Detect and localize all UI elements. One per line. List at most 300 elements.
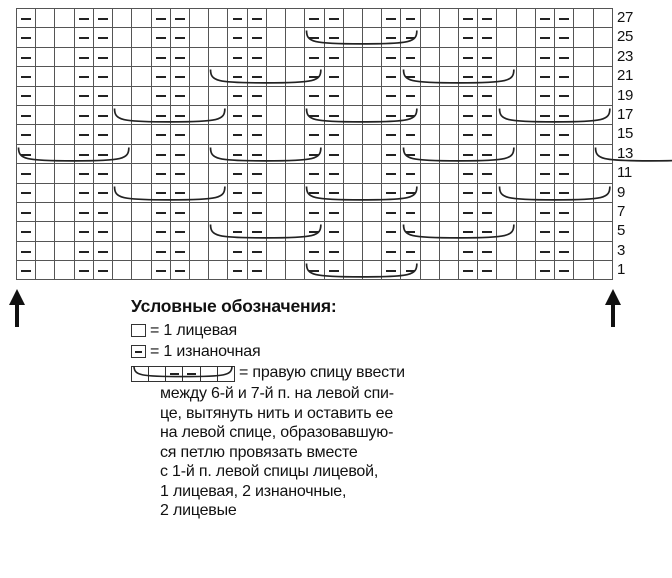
purl-cell <box>247 261 266 280</box>
purl-cell <box>151 67 170 86</box>
purl-cell <box>535 183 554 202</box>
knit-cell <box>362 183 381 202</box>
knit-cell <box>516 241 535 260</box>
purl-cell <box>228 47 247 66</box>
knit-cell <box>343 47 362 66</box>
purl-cell <box>247 9 266 28</box>
knit-cell <box>286 241 305 260</box>
purl-cell <box>459 164 478 183</box>
row-number: 27 <box>617 9 634 26</box>
purl-cell <box>401 9 420 28</box>
purl-cell <box>151 125 170 144</box>
knit-cell <box>209 125 228 144</box>
purl-cell <box>170 47 189 66</box>
knit-cell <box>362 144 381 163</box>
knit-cell <box>439 261 458 280</box>
purl-cell <box>170 241 189 260</box>
purl-cell <box>478 222 497 241</box>
knit-cell <box>209 67 228 86</box>
knit-cell <box>593 67 612 86</box>
knit-cell <box>516 86 535 105</box>
knit-cell <box>439 144 458 163</box>
knit-cell <box>266 125 285 144</box>
purl-cell <box>305 241 324 260</box>
purl-cell <box>555 164 574 183</box>
purl-cell <box>305 164 324 183</box>
purl-cell <box>324 9 343 28</box>
knit-cell <box>420 202 439 221</box>
purl-cell <box>228 105 247 124</box>
purl-cell <box>305 183 324 202</box>
purl-cell <box>247 105 266 124</box>
row-number: 7 <box>617 203 626 220</box>
purl-cell <box>478 164 497 183</box>
knit-cell <box>593 86 612 105</box>
purl-cell <box>305 222 324 241</box>
knit-cell <box>574 47 593 66</box>
purl-cell <box>151 47 170 66</box>
purl-cell <box>324 202 343 221</box>
knit-cell <box>574 67 593 86</box>
knit-cell <box>113 28 132 47</box>
knit-cell <box>286 164 305 183</box>
knit-cell <box>266 105 285 124</box>
purl-cell <box>382 241 401 260</box>
knit-cell <box>55 9 74 28</box>
knit-cell <box>209 202 228 221</box>
purl-cell <box>74 222 93 241</box>
knit-cell <box>266 144 285 163</box>
knit-cell <box>516 9 535 28</box>
purl-cell <box>17 67 36 86</box>
purl-cell <box>17 86 36 105</box>
purl-cell <box>382 164 401 183</box>
knit-cell <box>420 183 439 202</box>
purl-cell <box>228 261 247 280</box>
purl-cell <box>459 28 478 47</box>
purl-cell <box>535 28 554 47</box>
stitch-grid-table <box>16 8 613 280</box>
knit-cell <box>574 183 593 202</box>
knit-cell <box>420 125 439 144</box>
purl-cell <box>478 144 497 163</box>
knit-cell <box>55 86 74 105</box>
purl-cell <box>535 261 554 280</box>
knit-cell <box>55 144 74 163</box>
purl-cell <box>170 125 189 144</box>
purl-cell <box>228 144 247 163</box>
purl-cell <box>401 261 420 280</box>
purl-cell <box>382 67 401 86</box>
purl-cell <box>74 67 93 86</box>
knit-cell <box>132 86 151 105</box>
purl-cell <box>555 9 574 28</box>
knit-cell <box>55 125 74 144</box>
knit-cell <box>286 183 305 202</box>
knit-cell <box>420 144 439 163</box>
purl-cell <box>555 261 574 280</box>
legend-entry-purl <box>131 342 531 361</box>
knit-cell <box>420 28 439 47</box>
knit-cell <box>574 164 593 183</box>
purl-cell <box>74 241 93 260</box>
legend-title: Условные обозначения: <box>131 296 337 316</box>
purl-cell <box>74 105 93 124</box>
knit-cell <box>132 9 151 28</box>
knit-cell <box>439 183 458 202</box>
purl-cell <box>535 164 554 183</box>
purl-cell <box>555 202 574 221</box>
knit-cell <box>132 105 151 124</box>
purl-cell <box>247 241 266 260</box>
knit-cell <box>286 202 305 221</box>
purl-cell <box>459 241 478 260</box>
purl-cell <box>459 202 478 221</box>
knit-cell <box>593 222 612 241</box>
purl-cell <box>305 105 324 124</box>
knit-cell <box>574 222 593 241</box>
knit-cell <box>497 164 516 183</box>
knit-cell <box>36 86 55 105</box>
knit-cell <box>574 125 593 144</box>
knit-cell <box>497 144 516 163</box>
legend-description <box>131 384 531 521</box>
knit-cell <box>286 144 305 163</box>
purl-cell <box>74 9 93 28</box>
purl-cell <box>247 86 266 105</box>
purl-cell <box>305 144 324 163</box>
purl-cell <box>228 9 247 28</box>
knit-cell <box>439 9 458 28</box>
purl-cell <box>401 222 420 241</box>
knit-cell <box>132 222 151 241</box>
knit-cell <box>362 241 381 260</box>
chart-row <box>17 144 613 163</box>
knit-cell <box>497 241 516 260</box>
purl-cell <box>151 86 170 105</box>
purl-cell <box>555 28 574 47</box>
purl-cell <box>305 28 324 47</box>
knit-cell <box>36 164 55 183</box>
purl-cell <box>535 144 554 163</box>
purl-cell <box>305 47 324 66</box>
purl-cell <box>324 144 343 163</box>
purl-cell <box>170 28 189 47</box>
knit-cell <box>36 183 55 202</box>
purl-cell <box>382 222 401 241</box>
knit-cell <box>132 241 151 260</box>
legend-entry-knit <box>131 321 531 340</box>
purl-cell <box>228 28 247 47</box>
purl-cell <box>151 105 170 124</box>
legend-description-line: на левой спице, образовавшую- <box>160 424 394 441</box>
knit-cell <box>266 222 285 241</box>
purl-cell <box>93 183 112 202</box>
knit-cell <box>132 47 151 66</box>
repeat-end-arrow <box>602 288 624 328</box>
purl-cell <box>170 67 189 86</box>
purl-cell <box>478 9 497 28</box>
knit-cell <box>55 241 74 260</box>
knit-cell <box>497 183 516 202</box>
purl-cell <box>17 261 36 280</box>
knit-cell <box>574 9 593 28</box>
row-number: 3 <box>617 241 626 259</box>
purl-cell <box>93 222 112 241</box>
purl-cell <box>74 86 93 105</box>
legend-description-line: 2 лицевые <box>160 502 237 519</box>
purl-cell <box>535 47 554 66</box>
purl-cell <box>93 105 112 124</box>
knit-cell <box>113 261 132 280</box>
knit-cell <box>266 202 285 221</box>
knit-cell <box>189 144 208 163</box>
stitch-grid <box>16 8 613 280</box>
purl-cell <box>305 67 324 86</box>
knit-cell <box>516 67 535 86</box>
knit-cell <box>113 183 132 202</box>
row-number: 15 <box>617 125 634 143</box>
purl-cell <box>382 47 401 66</box>
knit-cell <box>113 9 132 28</box>
row-number: 1 <box>617 261 626 279</box>
knit-cell <box>343 261 362 280</box>
purl-cell <box>93 164 112 183</box>
knit-cell <box>343 9 362 28</box>
purl-cell <box>535 86 554 105</box>
knit-cell <box>420 261 439 280</box>
purl-cell <box>555 125 574 144</box>
row-number: 21 <box>617 67 634 85</box>
knit-cell <box>343 86 362 105</box>
knit-cell <box>420 105 439 124</box>
knit-cell <box>362 86 381 105</box>
purl-cell <box>459 125 478 144</box>
knit-cell <box>36 144 55 163</box>
purl-cell <box>74 261 93 280</box>
knit-cell <box>286 9 305 28</box>
knit-cell <box>439 86 458 105</box>
purl-cell <box>382 144 401 163</box>
knit-cell <box>209 261 228 280</box>
knit-cell <box>516 202 535 221</box>
row-number: 25 <box>617 28 634 46</box>
legend-description-line: 1 лицевая, 2 изнаночные, <box>160 482 347 500</box>
purl-cell <box>382 261 401 280</box>
purl-cell <box>170 86 189 105</box>
chart-row <box>17 125 613 144</box>
knit-cell <box>266 241 285 260</box>
purl-cell <box>382 9 401 28</box>
knit-cell <box>189 183 208 202</box>
knit-cell <box>420 241 439 260</box>
purl-cell <box>17 105 36 124</box>
purl-cell <box>324 183 343 202</box>
knit-cell <box>593 164 612 183</box>
purl-cell <box>74 164 93 183</box>
knit-cell <box>113 105 132 124</box>
knit-cell <box>497 67 516 86</box>
purl-cell <box>401 67 420 86</box>
purl-cell <box>74 202 93 221</box>
knit-cell <box>362 105 381 124</box>
chart-row <box>17 86 613 105</box>
knit-cell <box>516 164 535 183</box>
drop-stitch-cluster-icon <box>131 363 235 381</box>
knit-cell <box>497 261 516 280</box>
purl-cell <box>535 241 554 260</box>
purl-cell <box>170 202 189 221</box>
knit-cell <box>593 9 612 28</box>
knit-cell <box>113 86 132 105</box>
purl-cell <box>555 144 574 163</box>
row-number: 17 <box>617 106 634 123</box>
purl-cell <box>401 28 420 47</box>
purl-cell <box>478 202 497 221</box>
knit-cell <box>343 67 362 86</box>
chart-row <box>17 202 613 221</box>
knit-cell <box>36 67 55 86</box>
purl-cell <box>247 144 266 163</box>
knit-cell <box>286 105 305 124</box>
knit-cell <box>362 261 381 280</box>
knit-cell <box>55 222 74 241</box>
knit-cell <box>362 67 381 86</box>
purl-cell <box>478 28 497 47</box>
purl-cell <box>17 183 36 202</box>
chart-row <box>17 28 613 47</box>
purl-cell <box>478 125 497 144</box>
purl-cell <box>478 47 497 66</box>
knit-cell <box>574 105 593 124</box>
knit-cell <box>497 202 516 221</box>
chart-row <box>17 9 613 28</box>
knit-cell <box>132 164 151 183</box>
purl-cell <box>478 241 497 260</box>
purl-cell <box>305 86 324 105</box>
legend-entry-purl-label: = 1 изнаночная <box>150 343 261 360</box>
knit-cell <box>516 125 535 144</box>
knit-cell <box>209 164 228 183</box>
purl-cell <box>247 47 266 66</box>
purl-cell <box>478 86 497 105</box>
purl-cell <box>74 28 93 47</box>
knit-cell <box>574 202 593 221</box>
purl-cell <box>17 125 36 144</box>
purl-cell <box>401 241 420 260</box>
purl-cell <box>74 125 93 144</box>
purl-cell <box>305 125 324 144</box>
knit-cell <box>55 105 74 124</box>
knit-cell <box>593 144 612 163</box>
knit-cell <box>420 222 439 241</box>
purl-cell <box>93 202 112 221</box>
purl-cell <box>459 222 478 241</box>
knit-cell <box>132 28 151 47</box>
knit-cell <box>574 86 593 105</box>
knit-cell <box>189 28 208 47</box>
purl-cell <box>17 241 36 260</box>
knit-cell <box>36 105 55 124</box>
knit-cell <box>266 28 285 47</box>
row-number: 19 <box>617 86 634 104</box>
knit-cell <box>113 164 132 183</box>
knit-cell <box>343 241 362 260</box>
purl-cell <box>247 164 266 183</box>
knit-cell <box>132 67 151 86</box>
legend-entry-special-label: = правую спицу ввести <box>239 364 405 381</box>
knit-cell <box>343 222 362 241</box>
purl-cell <box>324 67 343 86</box>
purl-cell <box>401 105 420 124</box>
purl-cell <box>170 144 189 163</box>
knit-cell <box>266 164 285 183</box>
purl-cell <box>324 164 343 183</box>
knit-cell <box>439 28 458 47</box>
knit-cell <box>286 47 305 66</box>
knit-cell <box>36 47 55 66</box>
knit-cell <box>189 47 208 66</box>
purl-cell <box>305 202 324 221</box>
purl-cell <box>459 144 478 163</box>
knit-cell <box>132 202 151 221</box>
knit-cell <box>189 202 208 221</box>
purl-cell <box>401 202 420 221</box>
purl-cell <box>74 183 93 202</box>
purl-cell <box>459 183 478 202</box>
knit-cell <box>209 222 228 241</box>
knit-cell <box>113 67 132 86</box>
chart-row <box>17 241 613 260</box>
purl-cell <box>151 222 170 241</box>
purl-cell <box>93 67 112 86</box>
purl-cell <box>151 261 170 280</box>
purl-cell <box>151 241 170 260</box>
knit-cell <box>593 261 612 280</box>
knit-cell <box>420 67 439 86</box>
purl-cell <box>401 86 420 105</box>
knit-cell <box>36 202 55 221</box>
purl-cell <box>382 202 401 221</box>
knit-cell <box>209 86 228 105</box>
purl-cell <box>228 202 247 221</box>
purl-cell <box>74 47 93 66</box>
repeat-start-arrow <box>6 288 28 328</box>
knit-cell <box>574 241 593 260</box>
knit-cell <box>593 183 612 202</box>
purl-cell <box>535 105 554 124</box>
knit-cell <box>113 222 132 241</box>
purl-cell <box>93 47 112 66</box>
purl-cell <box>324 125 343 144</box>
purl-square-icon <box>131 342 146 358</box>
knit-cell <box>343 144 362 163</box>
knit-cell <box>209 183 228 202</box>
knit-cell <box>343 164 362 183</box>
knit-cell <box>55 164 74 183</box>
knit-cell <box>55 183 74 202</box>
purl-cell <box>305 9 324 28</box>
purl-cell <box>535 222 554 241</box>
knit-cell <box>593 241 612 260</box>
purl-cell <box>555 241 574 260</box>
row-number: 11 <box>617 164 632 182</box>
knit-cell <box>36 222 55 241</box>
purl-cell <box>170 183 189 202</box>
knit-cell <box>189 261 208 280</box>
knit-cell <box>516 183 535 202</box>
purl-cell <box>151 164 170 183</box>
